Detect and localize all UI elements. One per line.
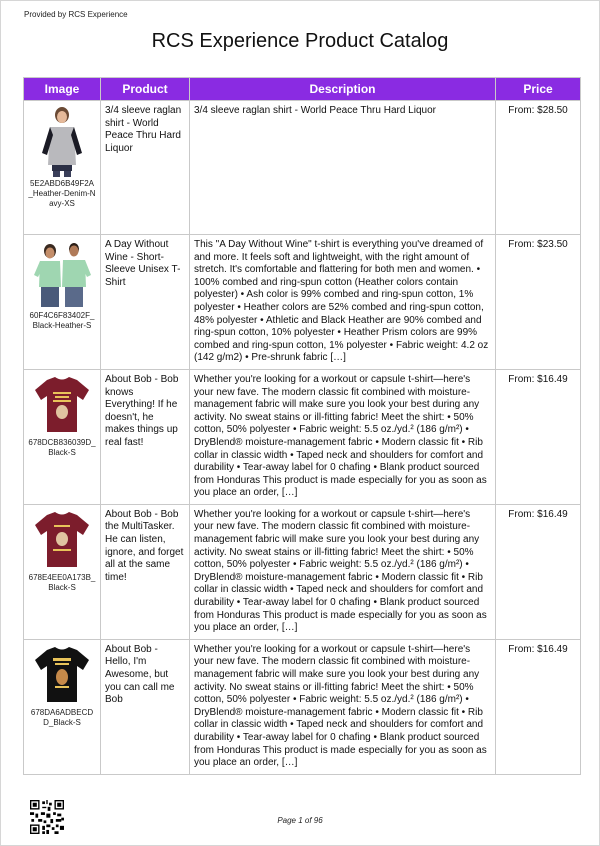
product-photo-day-without-wine[interactable] — [30, 239, 94, 309]
product-photo-bob-awesome[interactable] — [31, 644, 93, 706]
product-image-cell — [24, 235, 101, 370]
product-description: This "A Day Without Wine" t-shirt is everything you've dreamed of and more. It feels soft and lightweight, with the right amount of stretch. It's comfortable and flattering for both men and women. • 100% combed and ring-spun cotton (Heather colors contain polyester) • Ash color is 99% combed and ring-spun cotton, 1% polyester • Heather colors are 52% combed and ring-spun cotton, 48% polyester • Athletic and Black Heather are 90% combed and ring-spun cotton, 10% polyester • Heather Prism colors are 99% combed and ring-spun cotton, 1% polyester • Fabric weight: 4.2 oz (142 g/m2) • Pre-shrunk fabric […] — [190, 235, 496, 370]
table-row — [24, 101, 581, 235]
product-description: 3/4 sleeve raglan shirt - World Peace Thru Hard Liquor — [190, 101, 496, 235]
product-name[interactable]: About Bob - Hello, I'm Awesome, but you can call me Bob — [101, 639, 190, 774]
page-title: RCS Experience Product Catalog — [151, 30, 449, 52]
table-row — [24, 235, 581, 370]
product-photo-bob-knows-everything[interactable] — [31, 374, 93, 436]
product-photo-raglan-shirt[interactable] — [32, 105, 92, 177]
product-sku: 678DCB836039D_Black-S — [28, 437, 96, 457]
table-header-row — [24, 78, 581, 101]
product-photo-bob-multitasker[interactable] — [31, 509, 93, 571]
product-sku: 678E4EE0A173B_Black-S — [28, 572, 96, 592]
product-image-cell — [24, 101, 101, 235]
product-sku: 678DA6ADBECDD_Black-S — [30, 707, 94, 727]
product-name[interactable]: About Bob - Bob knows Everything! If he doesn't, he makes things up real fast! — [101, 369, 190, 504]
provided-by-label: Provided by RCS Experience — [24, 10, 128, 19]
product-price: From: $28.50 — [496, 101, 581, 235]
product-sku: 5E2ABD6B49F2A_Heather-Denim-Navy-XS — [28, 179, 96, 208]
product-name[interactable]: 3/4 sleeve raglan shirt - World Peace Thru Hard Liquor — [101, 101, 190, 235]
product-description: Whether you're looking for a workout or capsule t-shirt—here's your new fave. The modern classic fit combined with moisture-management fabric will make sure you look your best during any activity. No sweat stains or ill-fitting fabric! Meet the shirt: • 50% cotton, 50% polyester • Fabric weight: 5.5 oz./yd.² (186 g/m²) • DryBlend® moisture-management fabric • Modern classic fit • Rib collar in classic width • Taped neck and shoulders for comfort and durability • Tear-away label for 0 chafing • Blank product sourced from Honduras This product is made especially for you as soon as you place an order, […] — [190, 504, 496, 639]
product-description: Whether you're looking for a workout or capsule t-shirt—here's your new fave. The modern classic fit combined with moisture-management fabric will make sure you look your best during any activity. No sweat stains or ill-fitting fabric! Meet the shirt: • 50% cotton, 50% polyester • Fabric weight: 5.5 oz./yd.² (186 g/m²) • DryBlend® moisture-management fabric • Modern classic fit • Rib collar in classic width • Taped neck and shoulders for comfort and durability • Tear-away label for 0 chafing • Blank product sourced from Honduras This product is made especially for you as soon as you place an order, […] — [190, 639, 496, 774]
product-price: From: $16.49 — [496, 369, 581, 504]
product-price: From: $16.49 — [496, 639, 581, 774]
page-number: Page 1 of 96 — [277, 816, 323, 825]
product-sku: 60F4C6F83402F_Black-Heather-S — [29, 311, 95, 330]
product-description: Whether you're looking for a workout or capsule t-shirt—here's your new fave. The modern classic fit combined with moisture-management fabric will make sure you look your best during any activity. No sweat stains or ill-fitting fabric! Meet the shirt: • 50% cotton, 50% polyester • Fabric weight: 5.5 oz./yd.² (186 g/m²) • DryBlend® moisture-management fabric • Modern classic fit • Rib collar in classic width • Taped neck and shoulders for comfort and durability • Tear-away label for 0 chafing • Blank product sourced from Honduras This product is made especially for you as soon as you place an order, […] — [190, 369, 496, 504]
table-row — [24, 639, 581, 774]
product-name[interactable]: A Day Without Wine - Short-Sleeve Unisex T-Shirt — [101, 235, 190, 370]
product-price: From: $23.50 — [496, 235, 581, 370]
product-catalog-table — [23, 77, 581, 775]
column-header-image: Image — [24, 78, 101, 101]
product-image-cell — [24, 504, 101, 639]
table-row — [24, 504, 581, 639]
column-header-description: Description — [190, 78, 496, 101]
product-image-cell — [24, 369, 101, 504]
product-name[interactable]: About Bob - Bob the MultiTasker. He can listen, ignore, and forget all at the same time! — [101, 504, 190, 639]
product-image-cell — [24, 639, 101, 774]
table-row — [24, 369, 581, 504]
column-header-product: Product — [101, 78, 190, 101]
column-header-price: Price — [496, 78, 581, 101]
product-price: From: $16.49 — [496, 504, 581, 639]
